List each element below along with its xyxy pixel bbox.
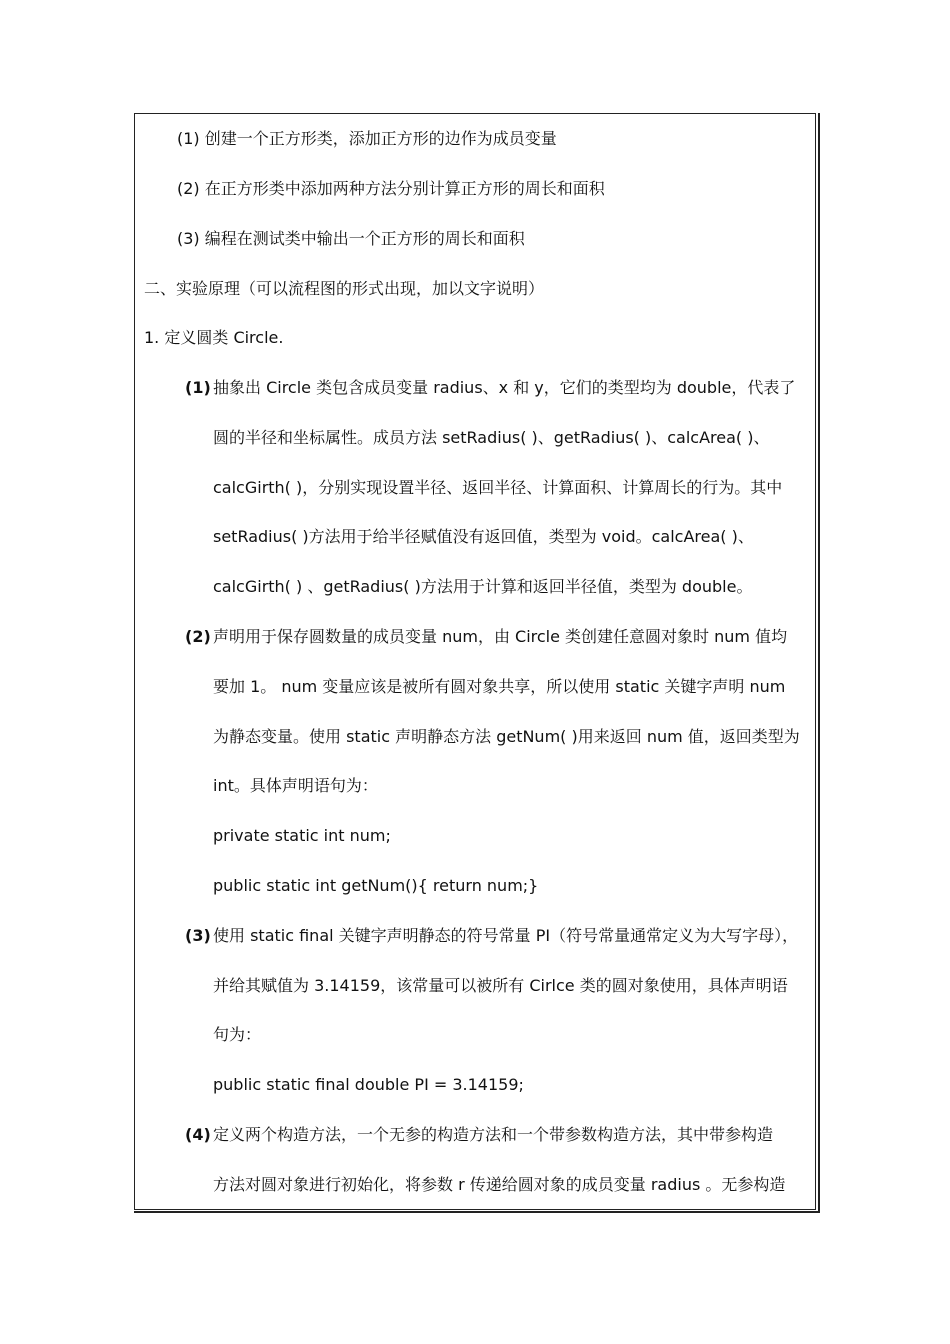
item-line: 抽象出 Circle 类包含成员变量 radius、x 和 y，它们的类型均为 double，代表了 (213, 378, 796, 397)
step-line: (3) 编程在测试类中输出一个正方形的周长和面积 (177, 229, 525, 248)
item-line: 定义两个构造方法，一个无参的构造方法和一个带参数构造方法，其中带参构造 (213, 1125, 774, 1144)
item-line: 并给其赋值为 3.14159，该常量可以被所有 Cirlce 类的圆对象使用，具体声明语 (213, 976, 788, 995)
item-line: calcGirth( )，分别实现设置半径、返回半径、计算面积、计算周长的行为。其中 (213, 478, 783, 497)
item-number: (2) (185, 627, 211, 646)
item-line: 方法对圆对象进行初始化，将参数 r 传递给圆对象的成员变量 radius 。无参构造 (213, 1175, 786, 1194)
item-line: 圆的半径和坐标属性。成员方法 setRadius( )、getRadius( )、calcArea( )、 (213, 428, 770, 447)
code-line: private static int num; (213, 826, 391, 845)
item-line: 为静态变量。使用 static 声明静态方法 getNum( )用来返回 num 值，返回类型为 (213, 727, 800, 746)
item-line: int。具体声明语句为： (213, 776, 378, 795)
step-line: (2) 在正方形类中添加两种方法分别计算正方形的周长和面积 (177, 179, 605, 198)
item-line: 句为： (213, 1025, 262, 1044)
table-border-right (818, 113, 820, 1213)
table-border-bottom (134, 1211, 819, 1213)
step-line: (1) 创建一个正方形类，添加正方形的边作为成员变量 (177, 129, 557, 148)
item-line: 声明用于保存圆数量的成员变量 num，由 Circle 类创建任意圆对象时 num 值均 (213, 627, 788, 646)
code-line: public static final double PI = 3.14159; (213, 1075, 524, 1094)
code-line: public static int getNum(){ return num;} (213, 876, 539, 895)
item-line: 使用 static final 关键字声明静态的符号常量 PI（符号常量通常定义为大写字母）， (213, 926, 799, 945)
item-line: setRadius( )方法用于给半径赋值没有返回值，类型为 void。calcArea( )、 (213, 527, 754, 546)
section-heading: 二、实验原理（可以流程图的形式出现，加以文字说明） (144, 279, 545, 298)
item-line: 要加 1。 num 变量应该是被所有圆对象共享，所以使用 static 关键字声明 num (213, 677, 786, 696)
item-number: (1) (185, 378, 211, 397)
sub-heading: 1. 定义圆类 Circle. (144, 328, 284, 347)
item-number: (4) (185, 1125, 211, 1144)
item-number: (3) (185, 926, 211, 945)
item-line: calcGirth( ) 、getRadius( )方法用于计算和返回半径值，类型为 double。 (213, 577, 753, 596)
